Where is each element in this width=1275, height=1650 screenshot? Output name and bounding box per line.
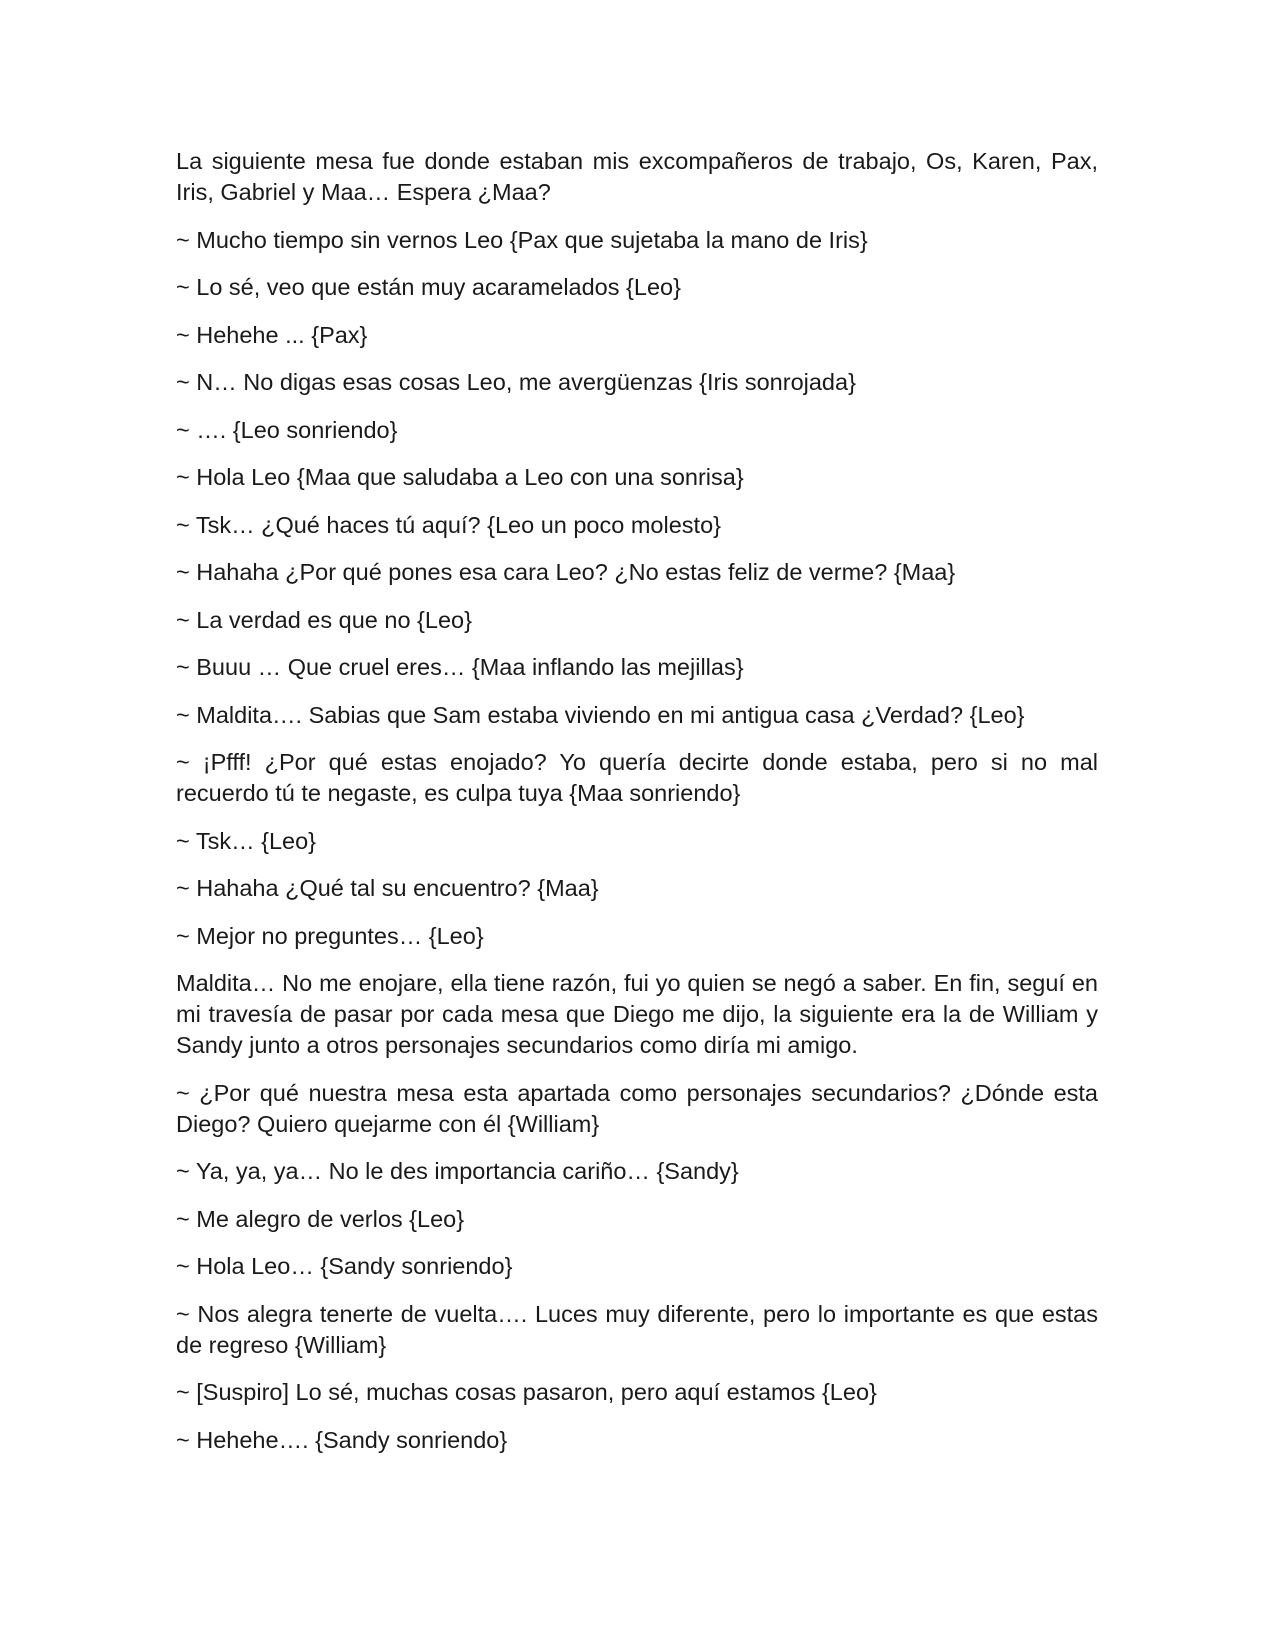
dialogue-line: ~ Ya, ya, ya… No le des importancia cariño… {Sandy} [176,1158,739,1184]
dialogue-line: ~ Tsk… ¿Qué haces tú aquí? {Leo un poco molesto} [176,511,721,538]
dialogue-line: ~ Hola Leo {Maa que saludaba a Leo con una sonrisa} [176,464,744,490]
dialogue-line: ~ La verdad es que no {Leo} [176,606,472,633]
dialogue-line: ~ Hahaha ¿Qué tal su encuentro? {Maa} [176,875,599,901]
dialogue-line: ~ …. {Leo sonriendo} [176,416,398,443]
dialogue-line: ~ Lo sé, veo que están muy acaramelados {Leo} [176,274,681,300]
dialogue-line: ~ [Suspiro] Lo sé, muchas cosas pasaron, pero aquí estamos {Leo} [176,1379,877,1405]
dialogue-line: ~ Hola Leo… {Sandy sonriendo} [176,1253,513,1279]
dialogue-line: ~ Mucho tiempo sin vernos Leo {Pax que sujetaba la mano de Iris} [176,226,868,253]
narration-paragraph: La siguiente mesa fue donde estaban mis excompañeros de trabajo, Os, Karen, Pax, Iris, Gabriel y Maa… Espera ¿Maa? [176,148,1098,205]
dialogue-line: ~ Hehehe…. {Sandy sonriendo} [176,1426,508,1453]
dialogue-line: ~ Mejor no preguntes… {Leo} [176,922,484,949]
dialogue-line: ~ Me alegro de verlos {Leo} [176,1205,465,1232]
dialogue-line: ~ Hehehe ... {Pax} [176,321,368,348]
dialogue-line: ~ ¿Por qué nuestra mesa esta apartada como personajes secundarios? ¿Dónde esta Diego? Quiero quejarme con él {William} [176,1079,1098,1137]
dialogue-line: ~ Nos alegra tenerte de vuelta…. Luces muy diferente, pero lo importante es que estas de regreso {William} [176,1300,1098,1358]
dialogue-line: ~ Tsk… {Leo} [176,827,317,854]
dialogue-line: ~ Hahaha ¿Por qué pones esa cara Leo? ¿No estas feliz de verme? {Maa} [176,559,956,585]
dialogue-line: ~ ¡Pfff! ¿Por qué estas enojado? Yo quería decirte donde estaba, pero si no mal recuerdo tú te negaste, es culpa tuya {Maa sonriendo} [176,749,1098,806]
dialogue-line: ~ N… No digas esas cosas Leo, me avergüenzas {Iris sonrojada} [176,369,856,395]
narration-paragraph: Maldita… No me enojare, ella tiene razón, fui yo quien se negó a saber. En fin, seguí en mi travesía de pasar por cada mesa que Diego me dijo, la siguiente era la de William y Sandy junto a otros personajes secundarios como diría mi amigo. [176,970,1098,1058]
dialogue-line: ~ Maldita…. Sabias que Sam estaba viviendo en mi antigua casa ¿Verdad? {Leo} [176,701,1025,728]
document-page [176,146,1098,1472]
dialogue-line: ~ Buuu … Que cruel eres… {Maa inflando las mejillas} [176,654,744,680]
